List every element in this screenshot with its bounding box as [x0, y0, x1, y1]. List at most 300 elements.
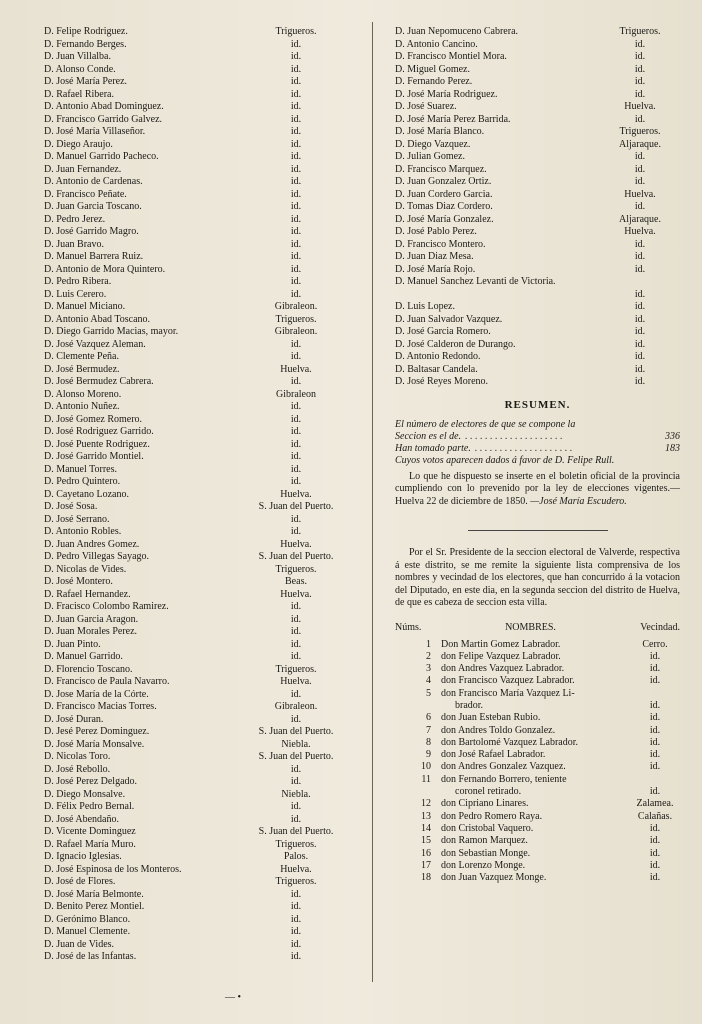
electors-table [395, 639, 680, 885]
elector-vecindad: id. [290, 101, 302, 112]
elector-row [395, 126, 680, 139]
elector-vecindad: id. [290, 638, 302, 650]
elector-row [44, 651, 344, 664]
elector-vecindad: id. [290, 926, 302, 937]
elector-name: D. Antonio Cancino. [395, 38, 478, 50]
elector-name: D. Juan Fernandez. [44, 163, 122, 175]
elector-vecindad: id. [290, 176, 302, 187]
elector-vecindad: id. [290, 338, 302, 350]
elector-row [44, 139, 344, 152]
elector-vecindad: id. [290, 413, 302, 425]
elector-vecindad: id. [290, 88, 302, 100]
elector-row [44, 539, 344, 552]
elector-vecindad: id. [290, 426, 302, 437]
row-number: 13 [421, 810, 431, 822]
row-vecindad: id. [649, 749, 661, 761]
elector-vecindad: id. [290, 626, 302, 637]
elector-name: D. Antonio Abad Toscano. [44, 313, 151, 325]
elector-row [395, 51, 680, 64]
elector-vecindad: id. [634, 88, 646, 100]
elector-name: D. Manuel Sanchez Levanti de Victoria. [395, 276, 556, 287]
elector-vecindad: id. [290, 401, 302, 412]
elector-name: D. Miguel Gomez. [395, 63, 470, 75]
elector-vecindad: id. [290, 126, 302, 137]
elector-vecindad: id. [290, 288, 302, 300]
elector-row [395, 376, 680, 389]
elector-row [44, 189, 344, 202]
elector-name: D. José Serrano. [44, 513, 110, 525]
row-name: don Juan Esteban Rubio. [441, 712, 541, 724]
row-name-cell [441, 688, 630, 713]
elector-name: D. Ignacio Iglesias. [44, 851, 122, 862]
elector-vecindad: id. [290, 601, 302, 612]
elector-vecindad: id. [290, 351, 302, 362]
row-number: 17 [421, 859, 431, 871]
row-name-cell [441, 774, 630, 799]
footer-mark: — • [225, 992, 242, 1003]
elector-name: D. José Perez Delgado. [44, 776, 138, 787]
elector-row [44, 289, 344, 302]
elector-row [44, 201, 344, 214]
table-row [395, 774, 680, 799]
table-row [395, 860, 680, 872]
row-number: 7 [426, 724, 431, 736]
row-name: don Andres Vazquez Labrador. [441, 663, 565, 675]
elector-name: D. Diego Garrido Macias, mayor. [44, 326, 179, 337]
elector-name: D. José Gomez Romero. [44, 413, 143, 425]
table-row [395, 688, 680, 713]
elector-name: D. José María Perez. [44, 76, 128, 87]
elector-vecindad: Huelva. [280, 363, 312, 375]
elector-row [44, 489, 344, 502]
elector-row [44, 626, 344, 639]
elector-name: D. Antonio Redondo. [395, 351, 481, 362]
elector-vecindad: id. [290, 63, 302, 75]
header-names: NOMBRES. [505, 621, 556, 633]
elector-row [44, 464, 344, 477]
elector-name: D. Juan Morales Perez. [44, 626, 138, 637]
elector-vecindad: id. [634, 326, 646, 337]
elector-row [44, 676, 344, 689]
elector-row [395, 226, 680, 239]
elector-name: D. Francisco Montiel Mora. [395, 51, 507, 62]
elector-row [44, 314, 344, 327]
elector-row [44, 789, 344, 802]
elector-vecindad: Huelva. [280, 588, 312, 600]
elector-row [44, 351, 344, 364]
row-name: don Andres Gonzalez Vazquez. [441, 761, 566, 773]
elector-name: D. José María Gonzalez. [395, 213, 494, 225]
elector-name: D. Benito Perez Montiel. [44, 901, 145, 912]
elector-row [44, 889, 344, 902]
row-number: 3 [426, 663, 431, 675]
elector-row [395, 26, 680, 39]
elector-row [44, 814, 344, 827]
elector-vecindad: Aljaraque. [619, 138, 661, 150]
elector-name: D. Florencio Toscano. [44, 663, 133, 675]
elector-name: D. José Espinosa de los Monteros. [44, 863, 182, 875]
elector-row [44, 164, 344, 177]
elector-row [395, 201, 680, 214]
elector-row [44, 326, 344, 339]
elector-vecindad: id. [290, 813, 302, 825]
elector-vecindad: Trigueros. [275, 313, 317, 325]
elector-vecindad: S. Juan del Puerto. [258, 826, 334, 837]
elector-vecindad: Trigueros. [619, 126, 661, 137]
elector-row [44, 639, 344, 652]
elector-vecindad: id. [290, 801, 302, 812]
elector-row [395, 276, 680, 301]
elector-row [44, 514, 344, 527]
elector-name: D. José María Rodriguez. [395, 88, 498, 100]
row-vecindad: id. [649, 724, 661, 736]
elector-row [395, 189, 680, 202]
elector-name: D. Rafael María Muro. [44, 838, 136, 850]
elector-row [44, 76, 344, 89]
elector-row [395, 301, 680, 314]
elector-name: D. Antonio Abad Dominguez. [44, 101, 164, 112]
elector-vecindad: id. [290, 888, 302, 900]
elector-name: D. Antonio de Mora Quintero. [44, 263, 166, 275]
elector-name: D. Alonso Moreno. [44, 388, 122, 400]
row-vecindad: id. [649, 650, 661, 662]
elector-vecindad: Gibraleon. [274, 301, 318, 312]
row-vecindad: Zalamea. [636, 798, 674, 810]
row-name: don Pedro Romero Raya. [441, 810, 543, 822]
elector-name: D. Juan Bravo. [44, 238, 104, 250]
elector-name: D. Pedro Villegas Sayago. [44, 551, 150, 562]
elector-name: D. Juan Salvador Vazquez. [395, 313, 503, 325]
elector-row [395, 114, 680, 127]
elector-vecindad: S. Juan del Puerto. [258, 551, 334, 562]
elector-row [44, 801, 344, 814]
elector-name: D. Baltasar Candela. [395, 363, 478, 375]
row-number: 15 [421, 835, 431, 847]
row-vecindad: id. [649, 822, 661, 834]
elector-vecindad: id. [290, 901, 302, 912]
elector-vecindad: id. [634, 351, 646, 362]
elector-row [44, 64, 344, 77]
elector-row [44, 564, 344, 577]
row-name-cell [441, 761, 630, 773]
elector-row [44, 176, 344, 189]
electores-count: 336 [665, 430, 680, 442]
elector-vecindad: id. [290, 451, 302, 462]
row-name: don José Rafael Labrador. [441, 749, 546, 761]
elector-vecindad: Gibraleon [276, 388, 316, 400]
elector-name: D. Alonso Conde. [44, 63, 116, 75]
elector-vecindad: Trigueros. [619, 26, 661, 37]
elector-name: D. Antonio de Cardenas. [44, 176, 143, 187]
elector-vecindad: id. [634, 63, 646, 75]
elector-name: D. José Calderon de Durango. [395, 338, 516, 350]
elector-row [44, 114, 344, 127]
elector-row [44, 601, 344, 614]
elector-name: D. Juan Garcia Toscano. [44, 201, 142, 212]
elector-row [44, 151, 344, 164]
elector-name: D. José Rebollo. [44, 763, 111, 775]
elector-vecindad: id. [634, 251, 646, 262]
elector-name: D. Francisco de Paula Navarro. [44, 676, 170, 687]
elector-vecindad: id. [634, 113, 646, 125]
row-number: 9 [426, 749, 431, 761]
row-name-cell [441, 835, 630, 847]
row-name-continuation: coronel retirado. [455, 786, 522, 798]
elector-name: D. Antonio Nuñez. [44, 401, 120, 412]
elector-vecindad: Trigueros. [275, 663, 317, 675]
elector-vecindad: id. [290, 213, 302, 225]
table-row [395, 712, 680, 724]
elector-vecindad: Aljaraque. [619, 213, 661, 225]
elector-vecindad: id. [290, 951, 302, 962]
elector-row [44, 826, 344, 839]
row-number: 14 [421, 822, 431, 834]
elector-row [395, 176, 680, 189]
table-row [395, 811, 680, 823]
elector-name: D. Juan Cordero Garcia. [395, 188, 493, 200]
elector-name: D. Juan Villalba. [44, 51, 111, 62]
elector-vecindad: id. [290, 151, 302, 162]
signature: —José María Escudero. [530, 495, 627, 507]
row-name-cell [441, 811, 630, 823]
elector-name: D. Julian Gomez. [395, 151, 465, 162]
elector-vecindad: Huelva. [624, 226, 656, 237]
elector-row [395, 214, 680, 227]
elector-vecindad: id. [290, 226, 302, 237]
row-vecindad: id. [649, 835, 661, 847]
elector-name: D. Diego Vazquez. [395, 138, 471, 150]
resumen-paragraph: Lo que he dispuesto se inserte en el boletin oficial de la provincia cumpliendo con lo prevenido por la ley de elecciones vigentes.—Huelva 22 de diciembre de 1850. —José María Escudero. [395, 470, 680, 507]
elector-name: D. Manuel Barrera Ruiz. [44, 251, 144, 262]
row-name: don Francisco Vazquez Labrador. [441, 675, 575, 687]
elector-name: D. José María Perez Barrida. [395, 113, 511, 125]
elector-vecindad: id. [290, 38, 302, 50]
table-row [395, 663, 680, 675]
elector-vecindad: S. Juan del Puerto. [258, 726, 334, 737]
table-row [395, 848, 680, 860]
row-number: 10 [421, 761, 431, 773]
elector-row [395, 89, 680, 102]
row-vecindad: id. [649, 699, 661, 711]
elector-name: D. Gerónimo Blanco. [44, 913, 131, 925]
elector-name: D. Luis Lopez. [395, 301, 455, 312]
right-electors-list [395, 26, 680, 389]
elector-name: D. Juan Diaz Mesa. [395, 251, 474, 262]
elector-name: D. José Garrido Montiel. [44, 451, 144, 462]
elector-name: D. José Suarez. [395, 101, 457, 112]
elector-row [44, 251, 344, 264]
elector-name: D. José Duran. [44, 713, 104, 725]
elector-vecindad: id. [290, 776, 302, 787]
elector-name: D. Cayetano Lozano. [44, 488, 129, 500]
elector-name: D. José María Belmonte. [44, 888, 144, 900]
elector-name: D. José Bermudez Cabrera. [44, 376, 154, 387]
elector-vecindad: Trigueros. [275, 876, 317, 887]
row-name: don Sebastian Monge. [441, 847, 531, 859]
row-name: don Juan Vazquez Monge. [441, 872, 547, 884]
elector-row [395, 164, 680, 177]
elector-vecindad: Huelva. [624, 188, 656, 200]
elector-vecindad: Huelva. [280, 488, 312, 500]
row-name: don Cipriano Linares. [441, 798, 529, 810]
row-vecindad: id. [649, 663, 661, 675]
elector-vecindad: Niebla. [281, 738, 311, 750]
elector-vecindad: id. [290, 526, 302, 537]
row-name-cell [441, 737, 630, 749]
left-electors-list [44, 26, 344, 964]
elector-vecindad: id. [290, 163, 302, 175]
elector-row [44, 376, 344, 389]
row-vecindad: id. [649, 761, 661, 773]
row-name-cell [441, 860, 630, 872]
elector-name: D. Pedro Jerez. [44, 213, 106, 225]
elector-row [44, 264, 344, 277]
elector-name: D. Jesé Perez Dominguez. [44, 726, 150, 737]
row-name-cell [441, 872, 630, 884]
elector-name: D. Jose María de la Córte. [44, 688, 149, 700]
row-vecindad: id. [649, 859, 661, 871]
elector-name: D. Fernando Perez. [395, 76, 473, 87]
row-number: 2 [426, 650, 431, 662]
row-number: 1 [426, 638, 431, 650]
elector-row [395, 139, 680, 152]
elector-row [44, 501, 344, 514]
row-vecindad: id. [649, 712, 661, 724]
elector-row [44, 89, 344, 102]
row-number: 5 [426, 687, 431, 699]
elector-name: D. José Reyes Moreno. [395, 376, 489, 387]
elector-row [44, 939, 344, 952]
elector-name: D. Fernando Berges. [44, 38, 127, 50]
elector-name: D. José Sosa. [44, 501, 98, 512]
resumen-title: RESUMEN. [504, 398, 571, 411]
row-vecindad: id. [649, 675, 661, 687]
elector-vecindad: Trigueros. [275, 563, 317, 575]
table-row [395, 725, 680, 737]
elector-vecindad: id. [290, 113, 302, 125]
elector-row [44, 476, 344, 489]
elector-row [395, 64, 680, 77]
table-row [395, 675, 680, 687]
row-name-cell [441, 749, 630, 761]
elector-vecindad: id. [634, 338, 646, 350]
elector-name: D. Francisco Montero. [395, 238, 486, 250]
elector-name: D. José María Monsalve. [44, 738, 145, 750]
elector-row [44, 364, 344, 377]
elector-name: D. Felipe Rodriguez. [44, 26, 128, 37]
elector-row [395, 251, 680, 264]
resumen-line: Cuyos votos aparecen dados á favor de D. Felipe Rull. [395, 454, 615, 466]
elector-row [395, 314, 680, 327]
elector-vecindad: Niebla. [281, 788, 311, 800]
elector-name: D. Manuel Clemente. [44, 926, 131, 937]
elector-vecindad: id. [634, 313, 646, 325]
elector-row [44, 451, 344, 464]
elector-row [44, 739, 344, 752]
elector-vecindad: Gibraleon. [274, 326, 318, 337]
elector-vecindad: id. [634, 376, 646, 387]
elector-row [44, 764, 344, 777]
elector-name: D. Juan Garcia Aragon. [44, 613, 139, 625]
elector-vecindad: id. [634, 176, 646, 187]
elector-vecindad: Beas. [285, 576, 307, 587]
elector-vecindad: id. [290, 913, 302, 925]
elector-name: D. José Bermudez. [44, 363, 120, 375]
row-name: don Fernando Borrero, teniente [441, 773, 567, 785]
elector-name: D. Juan Andres Gomez. [44, 538, 140, 550]
elector-row [44, 951, 344, 964]
elector-name: D. José María Rojo. [395, 263, 476, 275]
resumen-lines [395, 419, 680, 467]
elector-name: D. Clemente Peña. [44, 351, 119, 362]
header-num: Núms. [395, 621, 422, 633]
row-name-continuation: brador. [455, 699, 484, 711]
elector-row [44, 301, 344, 314]
elector-row [44, 339, 344, 352]
elector-vecindad: id. [290, 263, 302, 275]
row-name: don Ramon Marquez. [441, 835, 528, 847]
elector-name: D. José Puente Rodriguez. [44, 438, 150, 450]
row-name: Don Martin Gomez Labrador. [441, 638, 561, 650]
elector-name: D. Manuel Garrido. [44, 651, 123, 662]
table-row [395, 835, 680, 847]
elector-name: D. Antonio Robles. [44, 526, 122, 537]
elector-vecindad: id. [634, 288, 646, 300]
row-name-cell [441, 823, 630, 835]
elector-row [44, 439, 344, 452]
elector-name: D. Juan de Vides. [44, 938, 115, 950]
elector-vecindad: id. [290, 376, 302, 387]
elector-name: D. Juan Nepomuceno Cabrera. [395, 26, 519, 37]
elector-vecindad: id. [634, 263, 646, 275]
elector-name: D. Diego Araujo. [44, 138, 113, 150]
elector-row [395, 151, 680, 164]
elector-row [44, 701, 344, 714]
elector-vecindad: id. [634, 38, 646, 50]
elector-name: D. Fracisco Colombo Ramirez. [44, 601, 169, 612]
table-row [395, 651, 680, 663]
elector-vecindad: id. [290, 763, 302, 775]
row-name-cell [441, 848, 630, 860]
elector-vecindad: Trigueros. [275, 838, 317, 850]
elector-row [44, 776, 344, 789]
table-row [395, 872, 680, 884]
elector-row [44, 39, 344, 52]
elector-name: D. Tomas Diaz Cordero. [395, 201, 493, 212]
elector-name: D. Félix Pedro Bernal. [44, 801, 135, 812]
elector-name: D. Juan Gonzalez Ortiz. [395, 176, 492, 187]
row-number: 16 [421, 847, 431, 859]
elector-row [44, 389, 344, 402]
row-name-cell [441, 663, 630, 675]
elector-name: D. Vicente Dominguez [44, 826, 136, 837]
elector-vecindad: id. [634, 51, 646, 62]
elector-name: D. José María Villaseñor. [44, 126, 146, 137]
elector-row [44, 214, 344, 227]
header-vecindad: Vecindad. [640, 621, 680, 633]
elector-row [44, 614, 344, 627]
elector-name: D. Juan Pinto. [44, 638, 101, 650]
second-section-intro: Por el Sr. Presidente de la seccion electoral de Valverde, respectiva á este distrito, se me remite la siguiente lista comprensiva de los nombres y vecindad de los electores, que han concurrido á la votacion del Diputado, en este dia, en la segunda seccion del distrito de Huelva, de que es cabeza de seccion esta villa. [395, 547, 680, 608]
elector-row [395, 239, 680, 252]
votantes-count: 183 [665, 442, 680, 454]
elector-vecindad: id. [290, 238, 302, 250]
row-vecindad: id. [649, 847, 661, 859]
elector-name: D. José Garcia Romero. [395, 326, 491, 337]
row-name: don Bartolomé Vazquez Labrador. [441, 736, 578, 748]
elector-vecindad: id. [290, 201, 302, 212]
elector-vecindad: id. [290, 76, 302, 87]
